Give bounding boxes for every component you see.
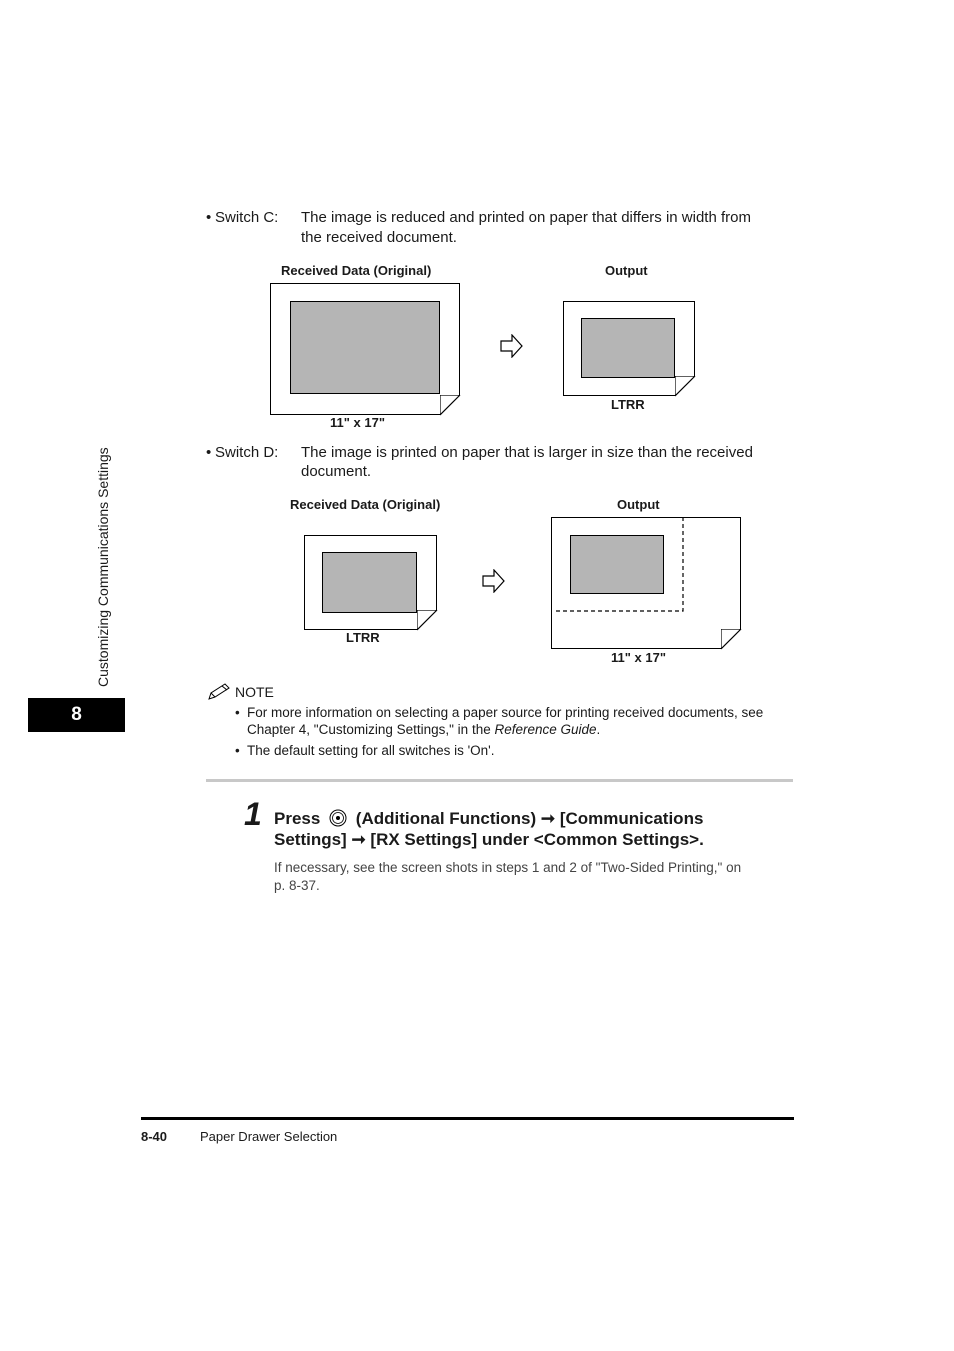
footer-section-title: Paper Drawer Selection xyxy=(200,1129,338,1144)
step-description-line1: If necessary, see the screen shots in steps 1 and 2 of "Two-Sided Printing," on xyxy=(274,860,742,875)
footer-rule xyxy=(141,1117,794,1120)
step-number: 1 xyxy=(244,796,262,832)
switch-d-label: Switch D: xyxy=(215,444,279,461)
switch-c-desc-line1: The image is reduced and printed on paper that differs in width from xyxy=(301,209,751,226)
switch-d-output-paper xyxy=(551,517,741,649)
note-bullet: • xyxy=(235,705,240,720)
switch-d-received-image xyxy=(322,552,417,613)
switch-c-output-label: Output xyxy=(605,263,648,278)
right-arrow-icon xyxy=(500,334,524,358)
additional-functions-key-icon xyxy=(328,809,348,827)
switch-c-desc-line2: the received document. xyxy=(301,229,457,246)
switch-d-desc-line1: The image is printed on paper that is larger in size than the received xyxy=(301,444,753,461)
switch-c-label: Switch C: xyxy=(215,209,279,226)
section-divider xyxy=(206,779,793,782)
note-item1-period: . xyxy=(596,722,601,737)
print-area-outline xyxy=(552,518,742,650)
right-arrow-icon xyxy=(482,569,506,593)
note-item1-line1: For more information on selecting a paper source for printing received documents, see xyxy=(247,705,764,720)
switch-d-output-size: 11" x 17" xyxy=(611,650,666,665)
switch-c-output-size: LTRR xyxy=(611,397,645,412)
step-description xyxy=(274,859,784,895)
pencil-icon xyxy=(207,683,231,701)
switch-d-received-size: LTRR xyxy=(346,630,380,645)
page-curl-icon xyxy=(440,395,461,416)
note-item1-text: Chapter 4, "Customizing Settings," in the xyxy=(247,722,495,737)
switch-c-received-image xyxy=(290,301,440,394)
page-curl-icon xyxy=(417,610,438,631)
note-item1-line2 xyxy=(247,721,600,738)
step-description-line2: p. 8-37. xyxy=(274,878,320,893)
switch-c-received-label: Received Data (Original) xyxy=(281,263,432,278)
step-title xyxy=(274,808,794,850)
switch-d-desc-line2: document. xyxy=(301,463,372,480)
chapter-number-tab: 8 xyxy=(28,698,125,732)
switch-d-output-label: Output xyxy=(617,497,660,512)
reference-guide-title: Reference Guide xyxy=(494,722,597,737)
switch-c-received-paper xyxy=(270,283,460,415)
switch-d-bullet: • xyxy=(206,444,212,461)
step-title-line1: (Additional Functions) ➞ [Communications xyxy=(355,809,704,828)
switch-d-received-label: Received Data (Original) xyxy=(290,497,441,512)
page-curl-icon xyxy=(721,629,742,650)
switch-c-output-image xyxy=(581,318,675,378)
step-title-press: Press xyxy=(274,809,321,828)
note-bullet: • xyxy=(235,743,240,758)
step-title-line2: Settings] ➞ [RX Settings] under <Common Settings>. xyxy=(274,830,704,849)
page-number: 8-40 xyxy=(141,1129,168,1144)
page-curl-icon xyxy=(675,376,696,397)
side-section-title: Customizing Communications Settings xyxy=(95,447,111,687)
note-item2: The default setting for all switches is 'On'. xyxy=(247,743,495,758)
note-heading: NOTE xyxy=(235,684,274,700)
switch-c-received-size: 11" x 17" xyxy=(330,415,385,430)
switch-c-bullet: • xyxy=(206,209,212,226)
